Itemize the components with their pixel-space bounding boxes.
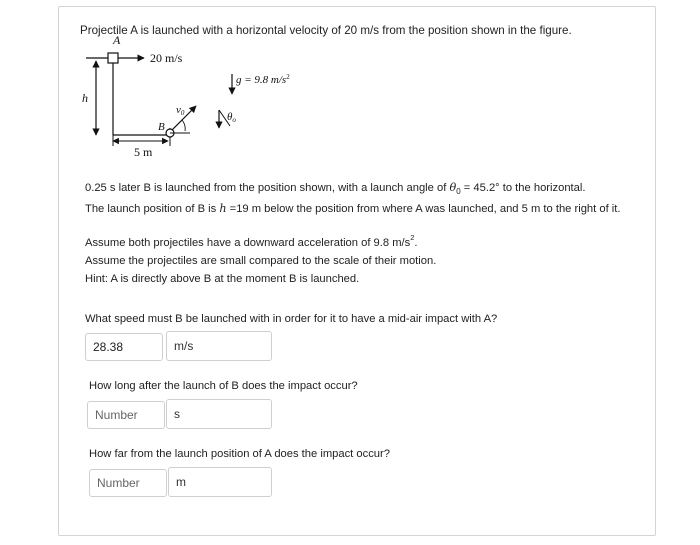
assumption-1 [85,233,418,250]
assume1-period: . [414,237,418,249]
answer-2-unit[interactable]: s [166,399,272,429]
launch-angle-arc [182,120,185,131]
projectile-diagram [72,30,322,165]
question-1-prompt: What speed must B be launched with in order for it to have a mid-air impact with A? [85,313,498,325]
answer-3-input[interactable]: Number [89,469,167,497]
label-speed: 20 m/s [150,51,183,65]
line1-value: = 45.2° to the horizontal. [460,182,586,194]
label-h: h [82,91,88,105]
question-2-prompt: How long after the launch of B does the impact occur? [89,380,358,392]
assume1-superscript: 2 [410,233,415,243]
problem-line-1 [85,181,585,199]
answer-1-input[interactable]: 28.38 [85,333,163,361]
answer-1-unit[interactable]: m/s [166,331,272,361]
problem-title: Projectile A is launched with a horizontal velocity of 20 m/s from the position shown in the figure. [80,24,572,37]
projectile-a [108,53,118,63]
h-symbol: h [219,202,227,215]
answer-2-input[interactable]: Number [87,401,165,429]
theta-subscript: 0 [456,187,461,197]
theta-symbol: θ [449,181,457,194]
problem-line-2 [85,202,621,216]
question-3-prompt: How far from the launch position of A does the impact occur? [89,448,390,460]
assume1-text: Assume both projectiles have a downward acceleration of 9.8 m/s [85,237,411,249]
line1-text: 0.25 s later B is launched from the position shown, with a launch angle of [85,182,450,194]
label-b: B [158,121,165,133]
label-v0: v0 [176,104,185,117]
label-theta: θo [227,111,236,124]
assumption-2: Assume the projectiles are small compared to the scale of their motion. [85,255,437,267]
label-g: g = 9.8 $m/s^2$ [236,73,290,86]
answer-3-unit[interactable]: m [168,467,272,497]
line2-value: =19 m below the position from where A was launched, and 5 m to the right of it. [226,203,621,215]
line2-text: The launch position of B is [85,203,220,215]
hint: Hint: A is directly above B at the moment B is launched. [85,273,360,285]
label-a: A [113,33,121,47]
label-5m: 5 m [134,145,153,159]
